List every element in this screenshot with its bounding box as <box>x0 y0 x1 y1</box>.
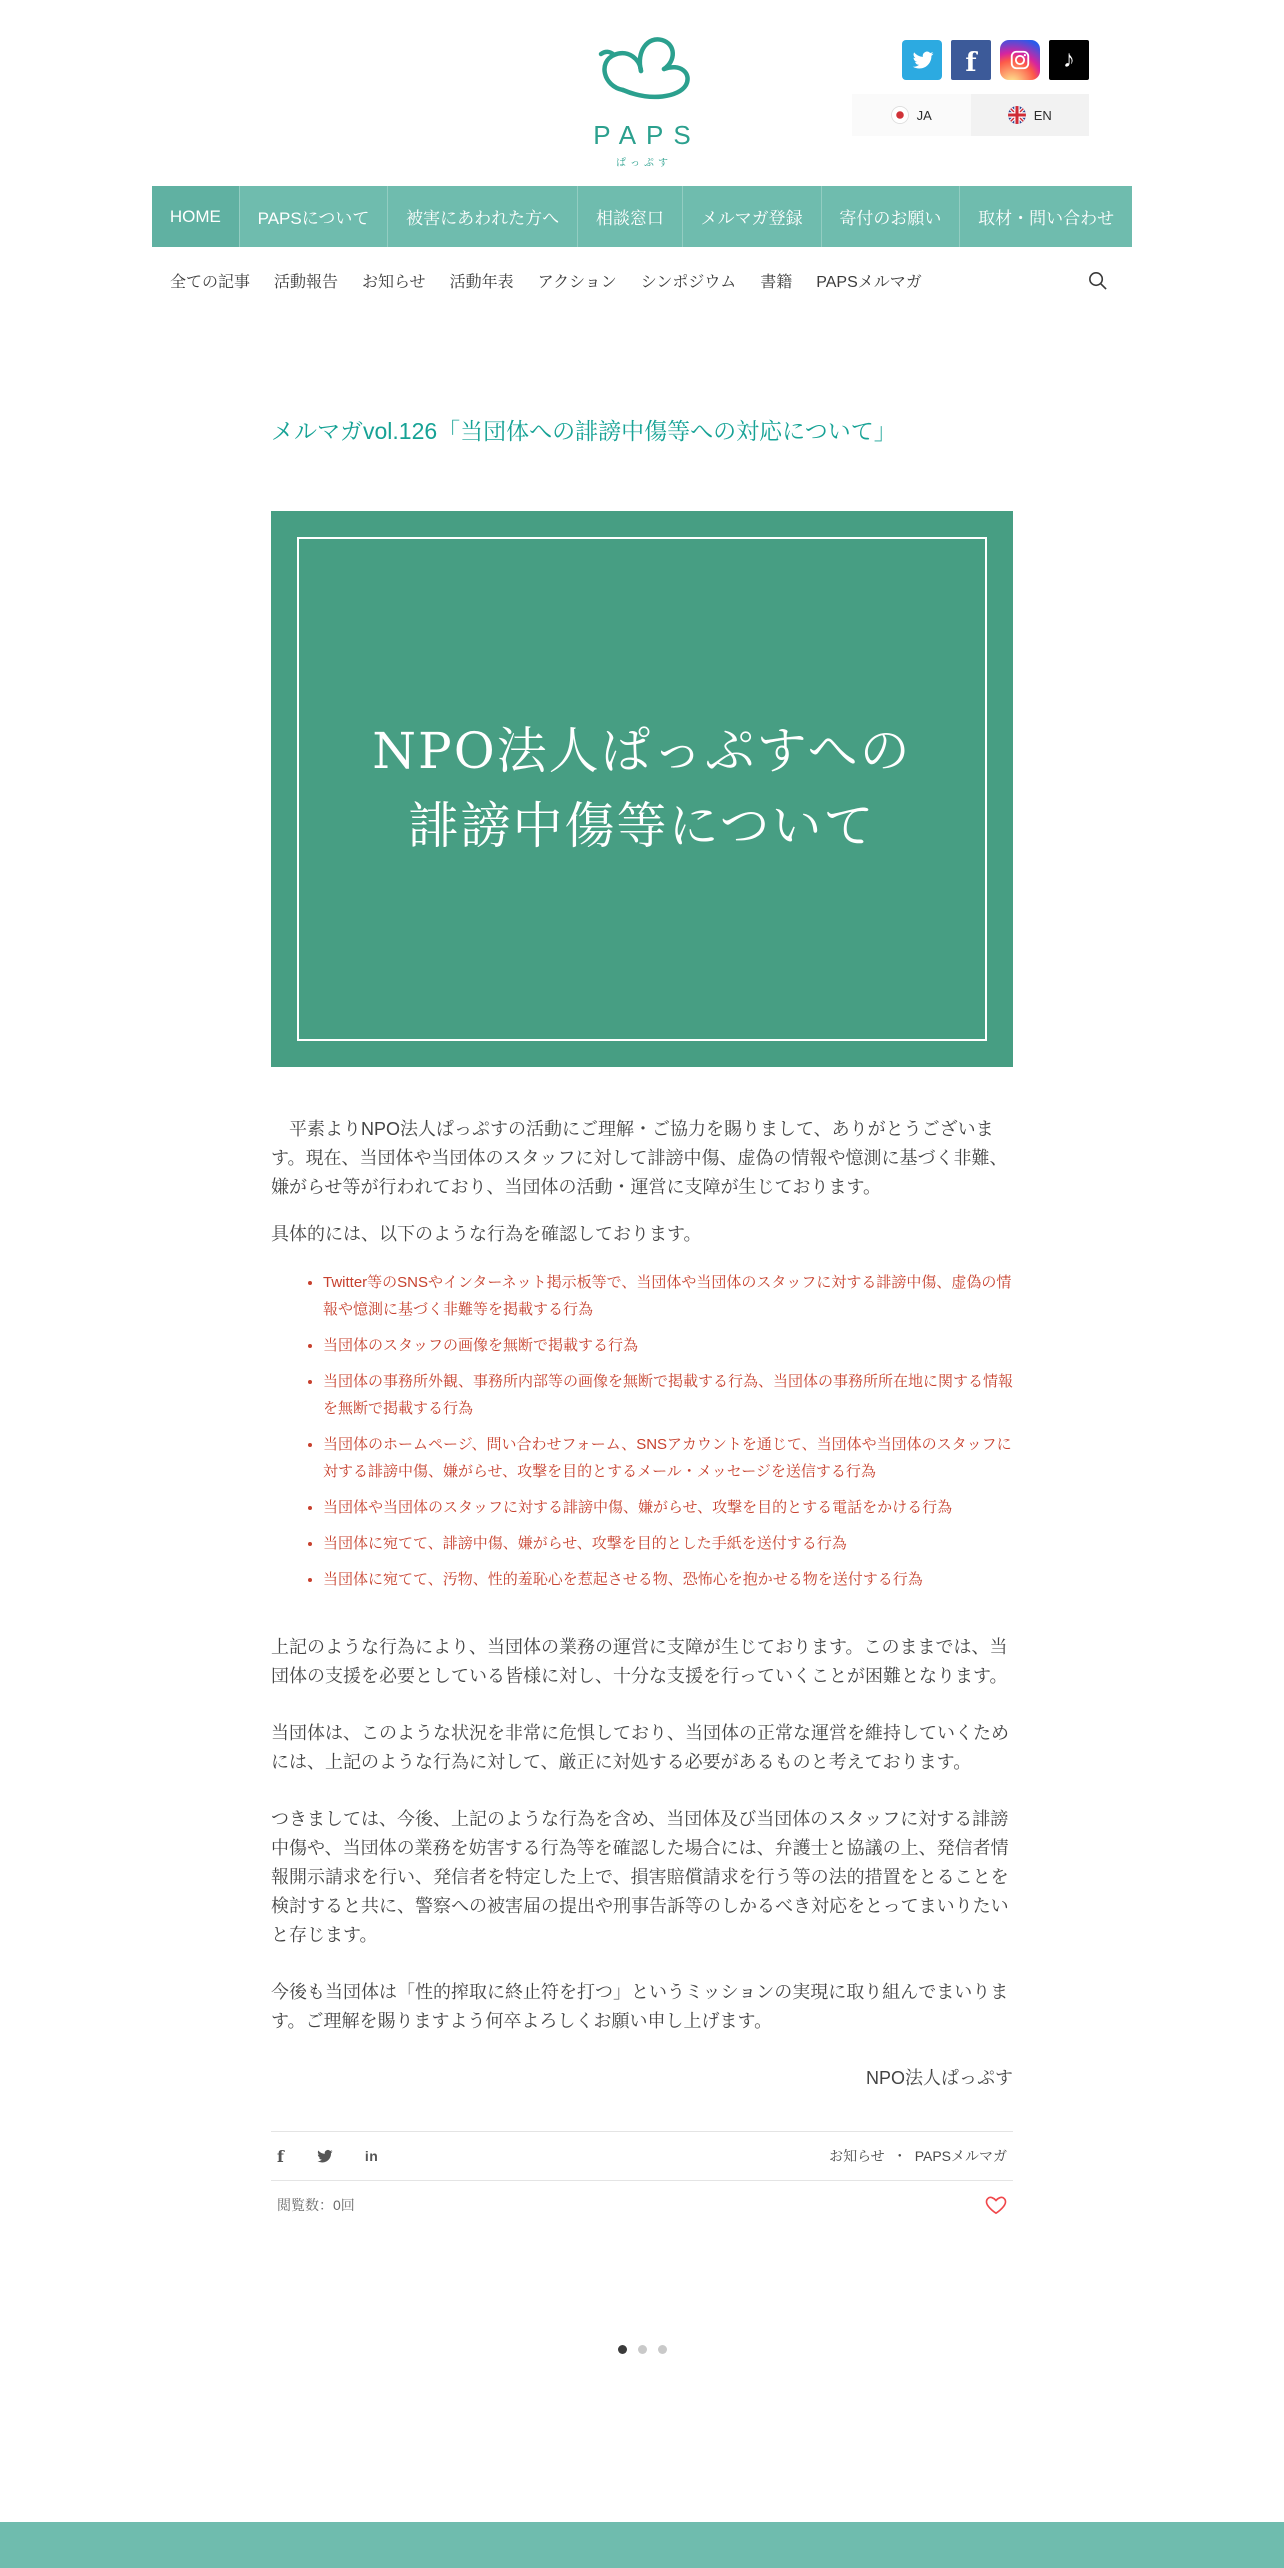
nav-item-6[interactable]: 取材・問い合わせ <box>959 186 1132 247</box>
footer-band <box>0 2522 1284 2568</box>
carousel-dot-1[interactable] <box>638 2345 647 2354</box>
paps-logo[interactable] <box>502 26 782 169</box>
violation-item: • 当団体に宛てて、汚物、性的羞恥心を惹起させる物、恐怖心を抱かせる物を送付する行為 <box>323 1566 1013 1593</box>
article-paragraph: つきましては、今後、上記のような行為を含め、当団体及び当団体のスタッフに対する誹謗中傷や、当団体の業務を妨害する行為等を確認した場合には、弁護士と協議の上、発信者情報開示請求を行い、発信者を特定した上で、損害賠償請求を行う等の法的措置をとることを検討すると共に、警察への被害届の提出や刑事告訴等のしかるべき対応をとってまいりたいと存じます。 <box>271 1809 1009 1945</box>
subnav-item-4[interactable]: アクション <box>537 273 617 291</box>
share-twitter-button[interactable] <box>316 2148 333 2165</box>
share-linkedin-button[interactable] <box>365 2148 378 2164</box>
share-icons <box>277 2147 378 2166</box>
nav-item-3[interactable]: 相談窓口 <box>577 186 682 247</box>
hero-text <box>271 511 1013 1067</box>
subnav-item-7[interactable]: PAPSメルマガ <box>816 273 922 291</box>
subnav-item-3[interactable]: 活動年表 <box>449 273 514 291</box>
subnav-item-5[interactable]: シンポジウム <box>640 273 737 291</box>
nav-item-2[interactable]: 被害にあわれた方へ <box>387 186 577 247</box>
post-meta-row <box>271 2181 1013 2237</box>
tag-oshirase[interactable]: お知らせ <box>829 2148 885 2164</box>
site-header <box>0 0 1284 186</box>
language-en-label: EN <box>1033 107 1052 123</box>
share-facebook-button[interactable] <box>277 2147 284 2166</box>
search-icon <box>1087 270 1108 291</box>
instagram-icon <box>1009 49 1031 71</box>
tag-separator: ・ <box>892 2148 907 2164</box>
hero-line2: 誹謗中傷等について <box>408 797 876 855</box>
nav-item-5[interactable]: 寄付のお願い <box>821 186 960 247</box>
logo-brand-text: PAPS <box>593 120 701 150</box>
header-right <box>852 40 1089 136</box>
subnav-item-1[interactable]: 活動報告 <box>274 273 339 291</box>
blog-subnav-items <box>170 269 922 292</box>
search-button[interactable] <box>1087 270 1108 291</box>
language-en-button[interactable] <box>971 94 1090 136</box>
tag-paps-merumaga[interactable]: PAPSメルマガ <box>914 2148 1007 2164</box>
like-button[interactable] <box>985 2195 1007 2215</box>
nav-item-0[interactable]: HOME <box>152 186 239 247</box>
violation-item: • Twitter等のSNSやインターネット掲示板等で、当団体や当団体のスタッフに対する誹謗中傷、虚偽の情報や憶測に基づく非難等を掲載する行為 <box>323 1269 1013 1323</box>
carousel-dot-2[interactable] <box>658 2345 667 2354</box>
violation-item: • 当団体のスタッフの画像を無断で掲載する行為 <box>323 1332 1013 1359</box>
twitter-icon <box>911 49 934 72</box>
language-switcher <box>852 94 1089 136</box>
violation-item: • 当団体や当団体のスタッフに対する誹謗中傷、嫌がらせ、攻撃を目的とする電話をかける行為 <box>323 1494 1013 1521</box>
paps-logo-bird-icon <box>583 26 701 118</box>
tiktok-icon: ♪ <box>1063 46 1075 73</box>
post-tags <box>829 2146 1007 2166</box>
hero-image <box>271 511 1013 1067</box>
intro-paragraph: 平素よりNPO法人ぱっぷすの活動にご理解・ご協力を賜りまして、ありがとうございます。現在、当団体や当団体のスタッフに対して誹謗中傷、虚偽の情報や憶測に基づく非難、嫌がらせ等が行われており、当団体の活動・運営に支障が生じております。 <box>271 1119 1008 1197</box>
view-count: 閲覧数：0回 <box>277 2197 355 2213</box>
instagram-link[interactable] <box>1000 40 1040 80</box>
hero-line1: NPO法人ぱっぷすへの <box>372 722 912 780</box>
logo-sub-text: ぱっぷす <box>616 158 672 169</box>
carousel-dot-0[interactable] <box>618 2345 627 2354</box>
facebook-share-icon: f <box>277 2146 284 2166</box>
article-paragraph: 上記のような行為により、当団体の業務の運営に支障が生じております。このままでは、当団体の支援を必要としている皆様に対し、十分な支援を行っていくことが困難となります。 <box>271 1637 1008 1686</box>
violation-list <box>271 1269 1013 1593</box>
signature: NPO法人ぱっぷす <box>865 2068 1013 2088</box>
nav-item-4[interactable]: メルマガ登録 <box>682 186 821 247</box>
language-ja-label: JA <box>916 107 932 123</box>
subnav-item-6[interactable]: 書籍 <box>760 273 793 291</box>
violation-item: • 当団体の事務所外観、事務所内部等の画像を無断で掲載する行為、当団体の事務所所在地に関する情報を無断で掲載する行為 <box>323 1368 1013 1422</box>
article-paragraphs <box>271 1633 1013 2036</box>
carousel-dots <box>0 2345 1284 2354</box>
violation-item: • 当団体のホームページ、問い合わせフォーム、SNSアカウントを通じて、当団体や当団体のスタッフに対する誹謗中傷、嫌がらせ、攻撃を目的とするメール・メッセージを送信する行為 <box>323 1431 1013 1485</box>
subnav-item-0[interactable]: 全ての記事 <box>170 273 251 291</box>
tiktok-link[interactable] <box>1049 40 1089 80</box>
nav-item-1[interactable]: PAPSについて <box>239 186 388 247</box>
twitter-link[interactable] <box>902 40 942 80</box>
language-ja-button[interactable] <box>852 94 971 136</box>
article-paragraph: 当団体は、このような状況を非常に危惧しており、当団体の正常な運営を維持していくためには、上記のような行為に対して、厳正に対処する必要があるものと考えております。 <box>271 1723 1009 1772</box>
heart-icon <box>985 2195 1007 2215</box>
article <box>271 313 1013 2237</box>
share-row <box>271 2132 1013 2180</box>
blog-subnav <box>152 247 1132 313</box>
twitter-share-icon <box>316 2148 333 2165</box>
violation-item: • 当団体に宛てて、誹謗中傷、嫌がらせ、攻撃を目的とした手紙を送付する行為 <box>323 1530 1013 1557</box>
facebook-icon: f <box>965 48 977 78</box>
subnav-item-2[interactable]: お知らせ <box>362 273 426 291</box>
japan-flag-icon <box>891 106 909 124</box>
facebook-link[interactable] <box>951 40 991 80</box>
lead-paragraph: 具体的には、以下のような行為を確認しております。 <box>271 1224 702 1244</box>
main-nav <box>152 186 1132 247</box>
uk-flag-icon <box>1008 106 1026 124</box>
linkedin-share-icon: in <box>364 2148 379 2164</box>
social-links <box>852 40 1089 80</box>
article-paragraph: 今後も当団体は「性的搾取に終止符を打つ」というミッションの実現に取り組んでまいります。ご理解を賜りますよう何卒よろしくお願い申し上げます。 <box>271 1982 1009 2031</box>
post-title: メルマガvol.126「当団体への誹謗中傷等への対応について」 <box>271 418 897 444</box>
